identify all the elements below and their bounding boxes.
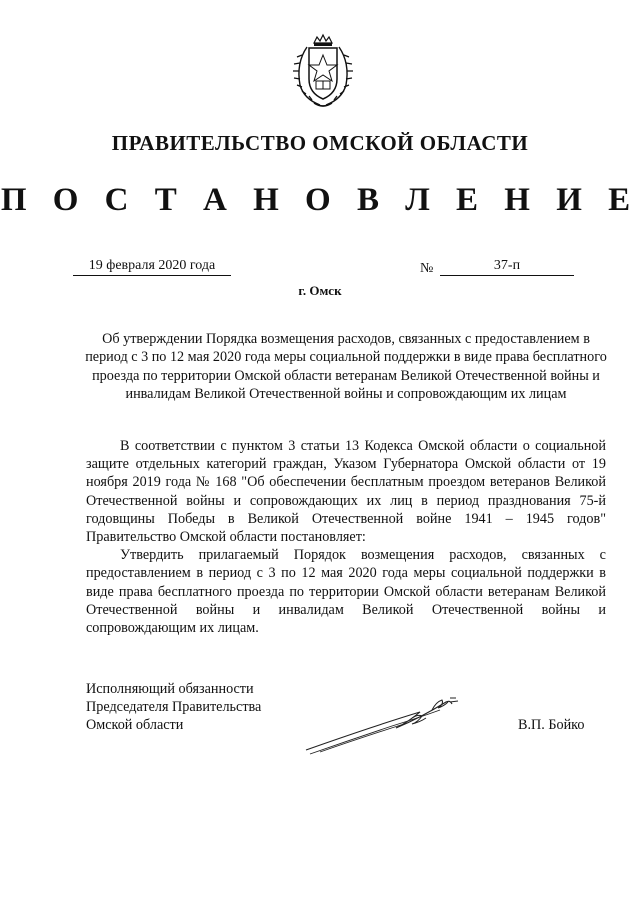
coat-of-arms-emblem (290, 33, 356, 109)
document-date: 19 февраля 2020 года (73, 258, 231, 276)
government-title: ПРАВИТЕЛЬСТВО ОМСКОЙ ОБЛАСТИ (111, 131, 529, 155)
document-number: 37-п (440, 258, 574, 276)
number-sign: № (420, 261, 434, 276)
document-city: г. Омск (298, 283, 342, 298)
signatory-position (86, 681, 261, 734)
signatory-line: Омской области (86, 716, 184, 733)
signatory-line: Председателя Правительства (86, 698, 262, 715)
handwritten-signature (300, 688, 470, 760)
body-paragraph: Утвердить прилагаемый Порядок возмещения расходов, связанных с предоставлением в период с 3 по 12 мая 2020 года меры социальной поддержки в виде права бесплатного проезда по территории Омской области ветеранам Великой Отечественной войны и инвалидам Великой Отечественной войны и сопровождающим их лицам. (86, 547, 606, 637)
signatory-name: В.П. Бойко (518, 717, 585, 733)
signatory-line: Исполняющий обязанности (86, 681, 254, 697)
document-body (86, 437, 606, 637)
document-subject: Об утверждении Порядка возмещения расходов, связанных с предоставлением в период с 3 по 12 мая 2020 года меры социальной поддержки в виде права бесплатного проезда по территории Омской области ветеранам Великой Отечественной войны и инвалидам Великой Отечественной войны и сопровождающим их лицам (85, 331, 607, 402)
document-type-title: П О С Т А Н О В Л Е Н И Е (0, 182, 640, 218)
body-paragraph: В соответствии с пунктом 3 статьи 13 Кодекса Омской области о социальной защите отдельных категорий граждан, Указом Губернатора Омской области от 19 ноября 2019 года № 168 "Об обеспечении бесплатным проездом ветеранов Великой Отечественной войны и сопровождающих их лиц в период празднования 75-й годовщины Победы в Великой Отечественной войне 1941 – 1945 годов" Правительство Омской области постановляет: (86, 438, 606, 546)
